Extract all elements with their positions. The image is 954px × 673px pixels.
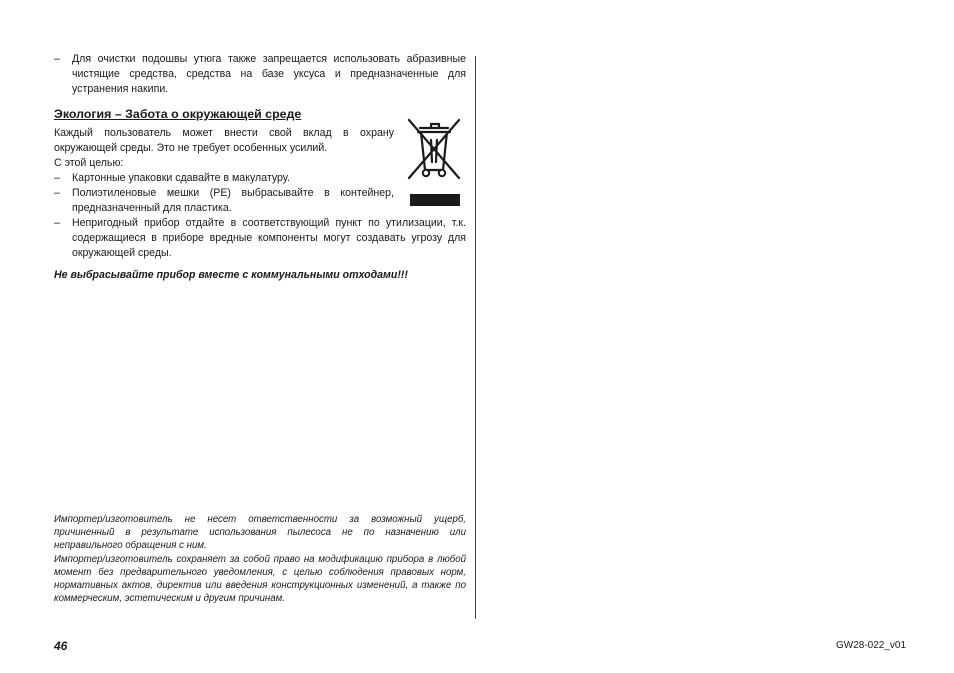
disclaimer-paragraph: Импортер/изготовитель сохраняет за собой право на модификацию прибора в любой момент без предварительного уведомления, с целью соблюдения правовых норм, нормативных актов, директив или введения конструкционных изменений, а также по коммерческим, эстетическим и другим причинам. xyxy=(54,553,466,605)
bullet-dash: – xyxy=(54,217,60,229)
disclaimer-paragraph: Импортер/изготовитель не несет ответственности за возможный ущерб, причиненный в результате использования пылесоса не по назначению или неправильного обращения с ним. xyxy=(54,514,466,552)
bullet-dash: – xyxy=(54,187,60,199)
bullet-dash: – xyxy=(54,53,60,65)
top-note xyxy=(54,52,466,97)
list-item xyxy=(54,186,394,216)
ecology-section xyxy=(54,126,466,261)
list-item-text: Полиэтиленовые мешки (PE) выбрасывайте в контейнер, предназначенный для пластика. xyxy=(72,187,394,214)
page-number: 46 xyxy=(54,639,68,653)
column-divider xyxy=(475,56,476,619)
ecology-heading: Экология – Забота о окружающей среде xyxy=(54,107,302,121)
ecology-lead: С этой целью: xyxy=(54,157,124,169)
bin-underline-bar xyxy=(410,194,460,206)
list-item-text: Непригодный прибор отдайте в соответствующий пункт по утилизации, т.к. содержащиеся в приборе вредные компоненты могут создавать угрозу для окружающей среды. xyxy=(72,217,466,259)
list-item xyxy=(54,216,466,261)
list-item-text: Картонные упаковки сдавайте в макулатуру. xyxy=(72,172,290,184)
bullet-dash: – xyxy=(54,172,60,184)
ecology-intro: Каждый пользователь может внести свой вклад в охрану окружающей среды. Это не требует особенных усилий. xyxy=(54,127,394,154)
disclaimer xyxy=(54,513,466,605)
list-item xyxy=(54,171,394,186)
crossed-out-wheelie-bin-icon xyxy=(404,116,464,182)
disposal-warning: Не выбрасывайте прибор вместе с коммунальными отходами!!! xyxy=(54,269,408,281)
document-code: GW28-022_v01 xyxy=(836,640,907,651)
top-note-text: Для очистки подошвы утюга также запрещается использовать абразивные чистящие средства, средства на базе уксуса и предназначенные для устранения накипи. xyxy=(72,53,466,95)
